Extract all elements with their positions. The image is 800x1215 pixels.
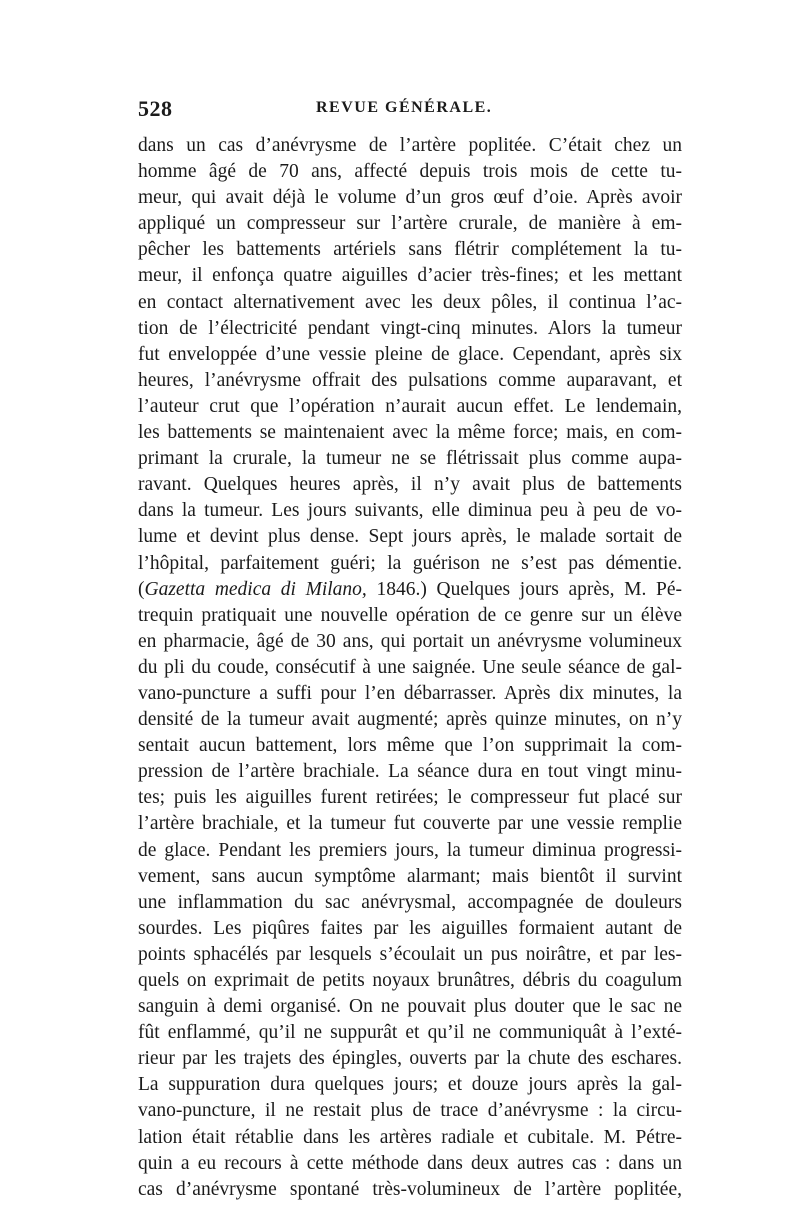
text-line: lume et devint plus dense. Sept jours après, le malade sortait de — [138, 526, 682, 548]
text-line: l’artère brachiale, et la tumeur fut couverte par une vessie remplie — [138, 813, 682, 835]
text-line: les battements se maintenaient avec la même force; mais, en com- — [138, 422, 682, 444]
text-line: tes; puis les aiguilles furent retirées; le compresseur fut placé sur — [138, 787, 682, 809]
text-line: primant la crurale, la tumeur ne se flétrissait plus comme aupa- — [138, 448, 682, 470]
text-line: fût enflammé, qu’il ne suppurât et qu’il ne communiquât à l’exté- — [138, 1022, 682, 1044]
text-line: (Gazetta medica di Milano, 1846.) Quelques jours après, M. Pé- — [138, 578, 682, 600]
text-line: ravant. Quelques heures après, il n’y avait plus de battements — [138, 474, 682, 496]
text-line: en contact alternativement avec les deux pôles, il continua l’ac- — [138, 291, 682, 313]
text-line: vano-puncture, il ne restait plus de trace d’anévrysme : la circu- — [138, 1100, 682, 1122]
page-number: 528 — [138, 96, 173, 121]
running-head: REVUE GÉNÉRALE. — [316, 99, 493, 116]
text-line: l’hôpital, parfaitement guéri; la guérison ne s’est pas démentie. — [138, 552, 682, 574]
text-line: quels on exprimait de petits noyaux brunâtres, débris du coagulum — [138, 970, 682, 991]
text-line: dans un cas d’anévrysme de l’artère poplitée. C’était chez un — [138, 135, 682, 156]
text-line: dans la tumeur. Les jours suivants, elle diminua peu à peu de vo- — [138, 500, 682, 522]
page-header — [138, 96, 678, 126]
text-line: fut enveloppée d’une vessie pleine de glace. Cependant, après six — [138, 343, 682, 365]
text-line: sentait aucun battement, lors même que l’on supprimait la com- — [138, 735, 682, 757]
text-line: rieur par les trajets des épingles, ouverts par la chute des eschares. — [138, 1048, 682, 1070]
body-text — [138, 133, 682, 1203]
text-line: en pharmacie, âgé de 30 ans, qui portait un anévrysme volumineux — [138, 630, 682, 652]
text-line: La suppuration dura quelques jours; et douze jours après la gal- — [138, 1074, 682, 1096]
text-line: cas d’anévrysme spontané très-volumineux de l’artère poplitée, — [138, 1178, 682, 1200]
text-line: sourdes. Les piqûres faites par les aiguilles formaient autant de — [138, 917, 682, 939]
text-line: quin a eu recours à cette méthode dans deux autres cas : dans un — [138, 1152, 682, 1174]
text-line: de glace. Pendant les premiers jours, la tumeur diminua progressi- — [138, 839, 682, 861]
text-line: tion de l’électricité pendant vingt-cinq minutes. Alors la tumeur — [138, 317, 682, 339]
text-line: vano-puncture a suffi pour l’en débarrasser. Après dix minutes, la — [138, 682, 682, 704]
text-line: sanguin à demi organisé. On ne pouvait plus douter que le sac ne — [138, 996, 682, 1018]
text-line: homme âgé de 70 ans, affecté depuis trois mois de cette tu- — [138, 161, 682, 183]
journal-citation: Gazetta medica di Milano, — [144, 578, 367, 600]
text-line: appliqué un compresseur sur l’artère crurale, de manière à em- — [138, 213, 682, 235]
text-line: pression de l’artère brachiale. La séance dura en tout vingt minu- — [138, 761, 682, 783]
text-line: vement, sans aucun symptôme alarmant; mais bientôt il survint — [138, 865, 682, 887]
text-line: trequin pratiquait une nouvelle opération de ce genre sur un élève — [138, 604, 682, 626]
text-line: pêcher les battements artériels sans flétrir complétement la tu- — [138, 239, 682, 261]
text-line: l’auteur crut que l’opération n’aurait aucun effet. Le lendemain, — [138, 395, 682, 417]
text-line: points sphacélés par lesquels s’écoulait un pus noirâtre, et par les- — [138, 943, 682, 965]
text-line: meur, qui avait déjà le volume d’un gros œuf d’oie. Après avoir — [138, 187, 682, 209]
text-line: lation était rétablie dans les artères radiale et cubitale. M. Pétre- — [138, 1126, 682, 1148]
text-line: du pli du coude, consécutif à une saignée. Une seule séance de gal- — [138, 656, 682, 678]
text-line: densité de la tumeur avait augmenté; après quinze minutes, on n’y — [138, 709, 682, 731]
text-line: meur, il enfonça quatre aiguilles d’acier très-fines; et les mettant — [138, 265, 682, 287]
text-line: une inflammation du sac anévrysmal, accompagnée de douleurs — [138, 891, 682, 913]
text-line: heures, l’anévrysme offrait des pulsations comme auparavant, et — [138, 369, 682, 391]
